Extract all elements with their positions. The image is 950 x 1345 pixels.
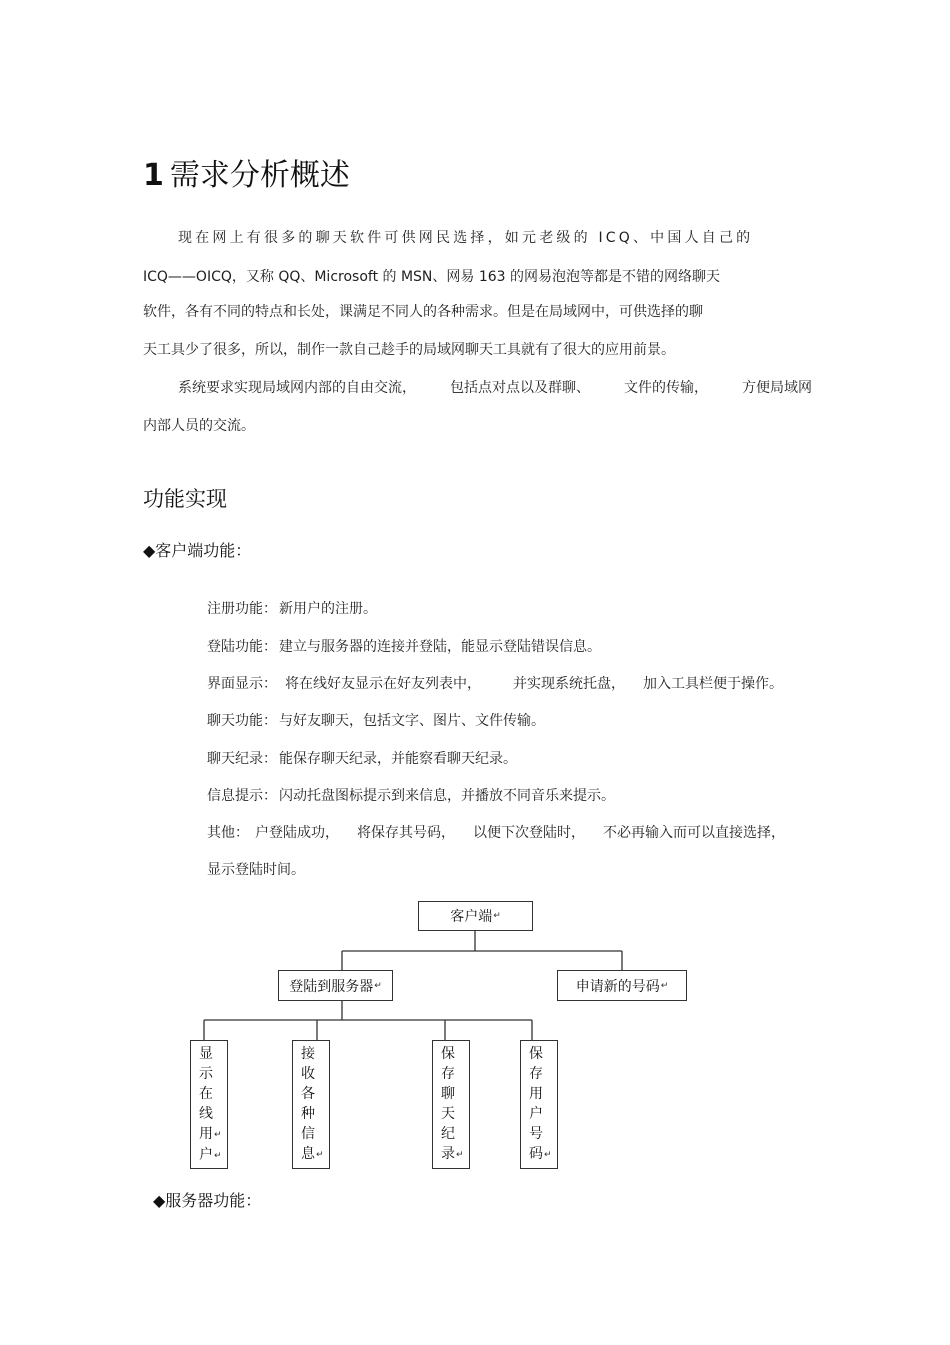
node-label: 申请新的号码 <box>575 978 660 995</box>
return-mark-icon: ↵ <box>660 980 669 991</box>
tree-node-save-user-number <box>520 1040 558 1169</box>
node-char: 各 <box>301 1086 315 1102</box>
feature-label: 登陆功能： <box>207 639 277 655</box>
tree-node-login-server <box>278 970 393 1001</box>
feature-text: 并实现系统托盘， <box>513 676 625 692</box>
node-char: 天 <box>441 1106 455 1122</box>
feature-label: 注册功能： <box>207 601 277 617</box>
return-mark-icon: ↵ <box>316 1150 324 1160</box>
node-char-row <box>433 1144 469 1165</box>
intro-line-5-part: 文件的传输， <box>624 380 708 396</box>
node-char: 收 <box>301 1066 315 1082</box>
feature-label: 聊天纪录： <box>207 751 277 767</box>
feature-label: 聊天功能： <box>207 713 277 729</box>
intro-line-5-part: 系统要求实现局域网内部的自由交流， <box>178 380 416 396</box>
feature-text: 以便下次登陆时， <box>473 825 585 841</box>
feature-text: 不必再输入而可以直接选择， <box>603 825 785 841</box>
node-char: 用 <box>199 1126 213 1142</box>
client-section-title: ◆客户端功能： <box>143 541 252 560</box>
feature-text: 将在线好友显示在好友列表中， <box>285 676 481 692</box>
node-label: 登陆到服务器 <box>289 978 374 995</box>
node-char: 号 <box>529 1126 543 1142</box>
feature-tail: 显示登陆时间。 <box>207 862 305 878</box>
node-char: 存 <box>529 1066 543 1082</box>
intro-line-5 <box>178 378 812 398</box>
node-char: 保 <box>441 1046 455 1062</box>
node-char: 存 <box>441 1066 455 1082</box>
node-char: 示 <box>199 1066 213 1082</box>
intro-line-2: ICQ——OICQ，又称 QQ、Microsoft 的 MSN、网易 163 的网易泡泡等都是不错的网络聊天 <box>143 269 721 285</box>
tree-node-root <box>418 901 533 931</box>
feature-text: 加入工具栏便于操作。 <box>643 676 783 692</box>
feature-text: 新用户的注册。 <box>279 601 377 617</box>
node-char: 显 <box>199 1046 213 1062</box>
heading-number: 1 <box>143 158 164 193</box>
node-char: 在 <box>199 1086 213 1102</box>
intro-line-5-part: 包括点对点以及群聊、 <box>450 380 590 396</box>
node-char: 录 <box>441 1146 455 1162</box>
node-char-row <box>293 1144 329 1165</box>
intro-line-5-part: 方便局域网 <box>742 380 812 396</box>
node-char: 用 <box>529 1086 543 1102</box>
intro-line-4: 天工具少了很多，所以，制作一款自己趁手的局域网聊天工具就有了很大的应用前景。 <box>143 342 675 358</box>
feature-label: 界面显示： <box>207 676 277 692</box>
feature-text: 将保存其号码， <box>357 825 455 841</box>
feature-label: 其他： <box>207 825 249 841</box>
node-label: 客户端 <box>450 909 493 925</box>
heading-title: 需求分析概述 <box>169 158 350 193</box>
node-char: 户 <box>199 1147 213 1163</box>
intro-line-3: 软件，各有不同的特点和长处，课满足不同人的各种需求。但是在局域网中，可供选择的聊 <box>143 304 703 320</box>
feature-text: 建立与服务器的连接并登陆，能显示登陆错误信息。 <box>279 639 601 655</box>
feature-item <box>207 711 545 731</box>
return-mark-icon: ↵ <box>214 1151 222 1161</box>
node-char: 纪 <box>441 1126 455 1142</box>
node-char: 户 <box>529 1106 543 1122</box>
tree-node-apply-number <box>557 970 687 1001</box>
return-mark-icon: ↵ <box>456 1150 464 1160</box>
return-mark-icon: ↵ <box>214 1130 222 1140</box>
intro-line-1: 现在网上有很多的聊天软件可供网民选择，如元老级的 ICQ、中国人自己的 <box>178 230 754 246</box>
node-char: 接 <box>301 1046 315 1062</box>
feature-label: 信息提示： <box>207 788 277 804</box>
feature-item <box>207 637 601 657</box>
feature-item <box>207 823 785 843</box>
feature-text: 与好友聊天，包括文字、图片、文件传输。 <box>279 713 545 729</box>
node-char: 线 <box>199 1106 213 1122</box>
return-mark-icon: ↵ <box>374 980 382 991</box>
return-mark-icon: ↵ <box>544 1150 552 1160</box>
feature-item <box>207 786 615 806</box>
tree-node-save-chat-log <box>432 1040 470 1169</box>
tree-node-show-online-users <box>190 1040 228 1169</box>
node-char: 息 <box>301 1146 315 1162</box>
node-char-row <box>191 1145 227 1166</box>
node-char: 信 <box>301 1126 315 1142</box>
feature-item <box>207 749 517 769</box>
node-char: 保 <box>529 1046 543 1062</box>
feature-text: 能保存聊天纪录，并能察看聊天纪录。 <box>279 751 517 767</box>
server-section-title: ◆服务器功能： <box>153 1191 262 1210</box>
feature-text: 闪动托盘图标提示到来信息，并播放不同音乐来提示。 <box>279 788 615 804</box>
intro-line-6: 内部人员的交流。 <box>143 418 255 434</box>
section-title: 功能实现 <box>143 487 227 511</box>
node-char: 码 <box>529 1146 543 1162</box>
node-char: 种 <box>301 1106 315 1122</box>
feature-item <box>207 599 377 619</box>
node-char-row <box>521 1144 557 1165</box>
node-char-row <box>191 1124 227 1145</box>
feature-item <box>207 674 783 694</box>
tree-node-receive-info <box>292 1040 330 1169</box>
return-mark-icon: ↵ <box>493 911 501 921</box>
feature-text: 户登陆成功， <box>255 825 339 841</box>
node-char: 聊 <box>441 1086 455 1102</box>
page-heading <box>143 156 350 196</box>
